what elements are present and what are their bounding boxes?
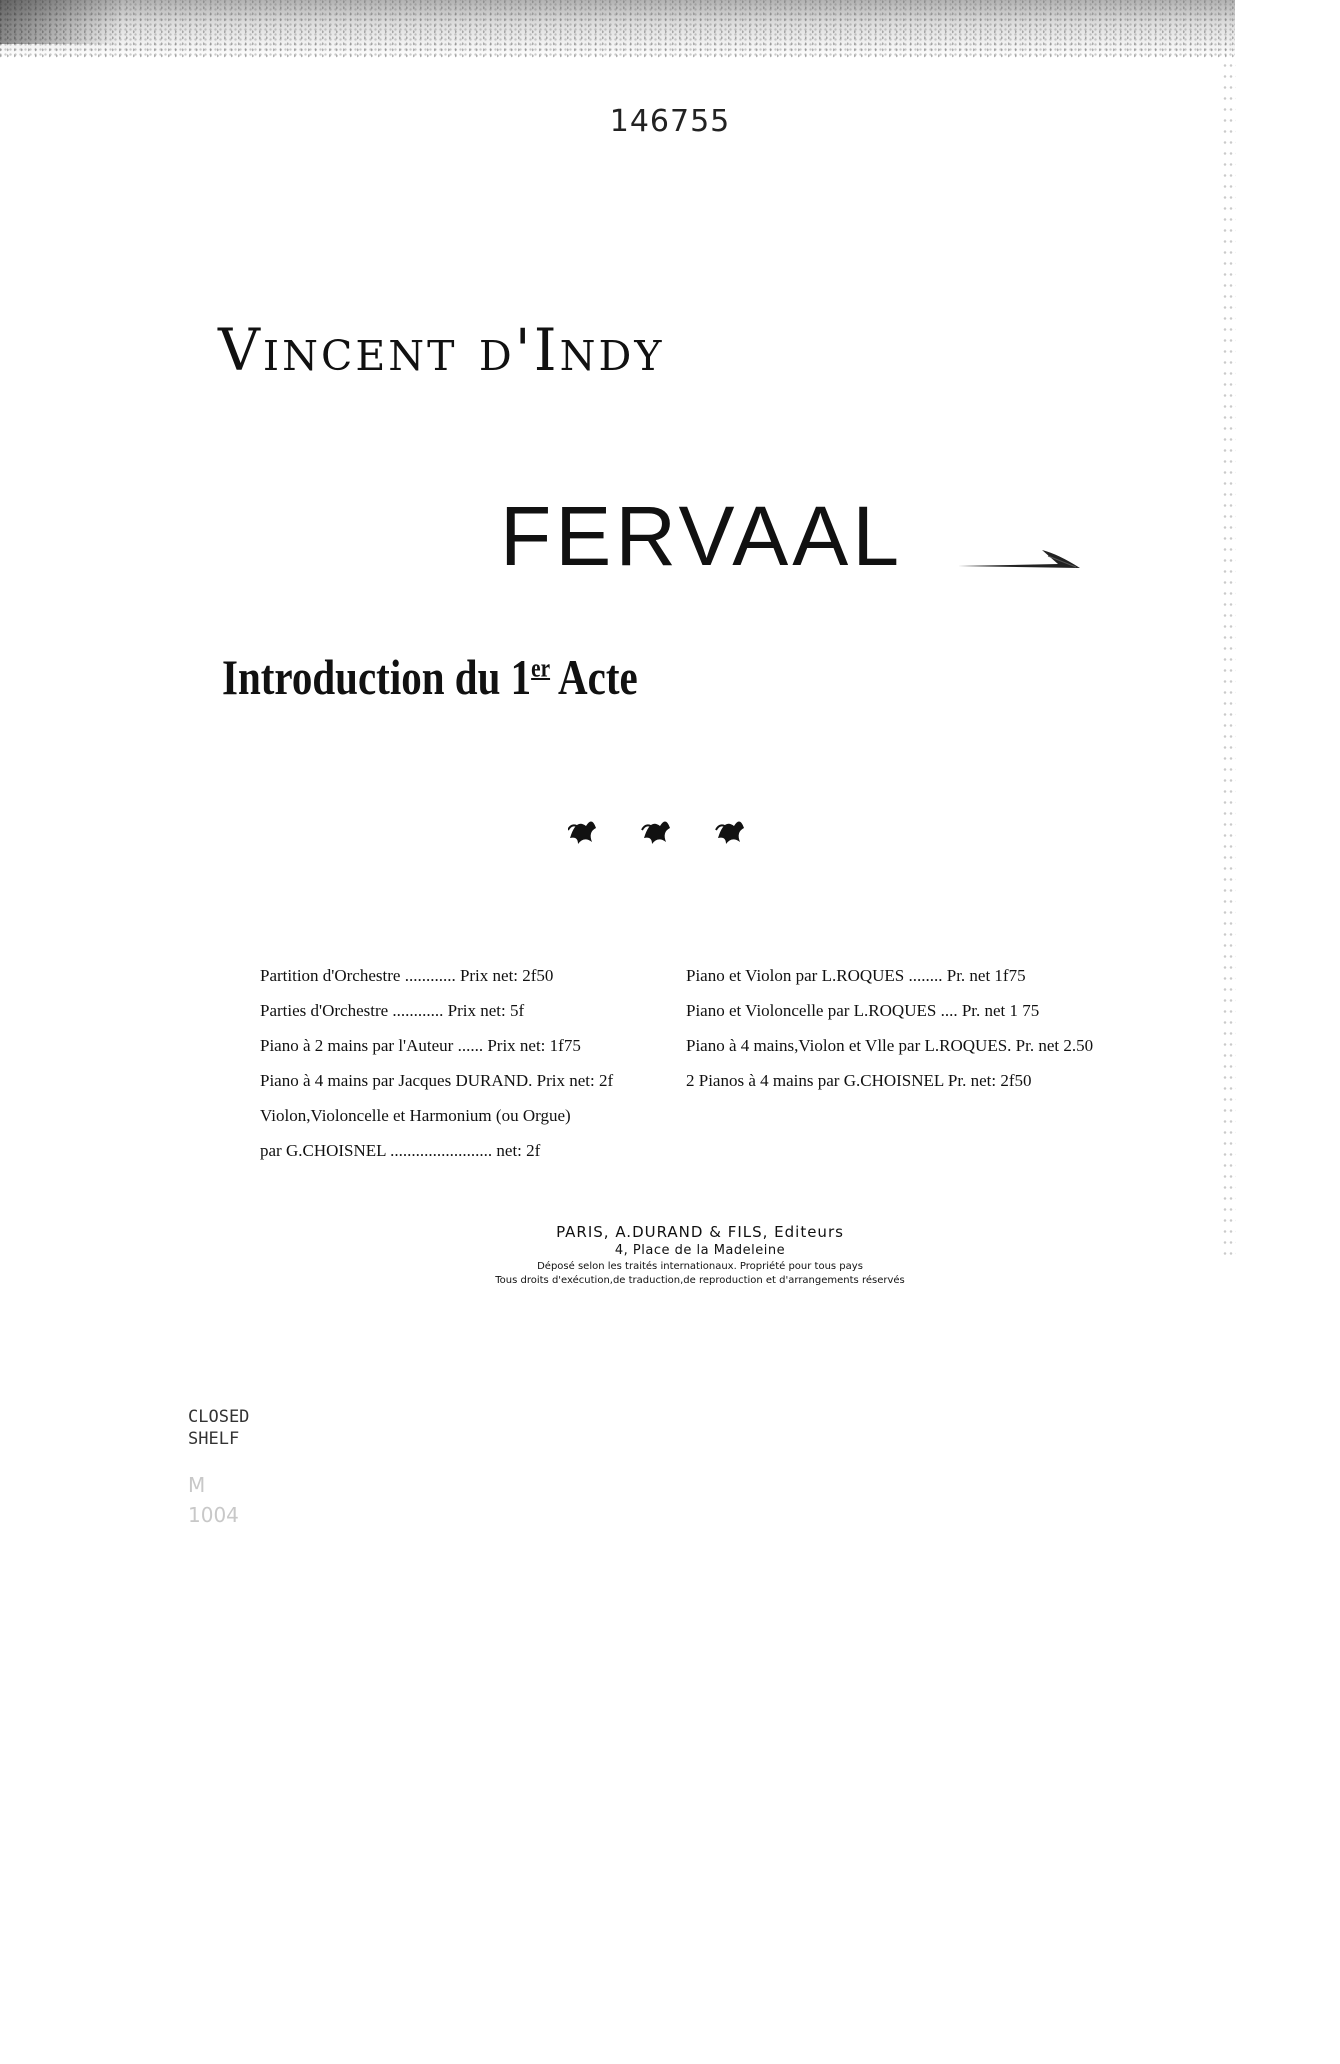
price-line: Partition d'Orchestre ............ Prix net: 2f50 xyxy=(260,966,554,985)
shelf-mark-faint xyxy=(188,1470,278,1530)
fleuron-icon xyxy=(716,821,744,844)
scan-side-speckle xyxy=(1222,60,1236,1260)
scan-corner-shadow xyxy=(0,0,120,44)
shelf-mark-line: SHELF xyxy=(188,1429,240,1449)
price-line: 2 Pianos à 4 mains par G.CHOISNEL Pr. net: 2f50 xyxy=(686,1071,1032,1090)
work-title: FERVAAL xyxy=(500,489,904,583)
price-list-left xyxy=(260,958,680,1168)
price-line: par G.CHOISNEL ........................ net: 2f xyxy=(260,1141,541,1160)
price-list-right xyxy=(686,958,1131,1098)
price-line: Parties d'Orchestre ............ Prix net: 5f xyxy=(260,1001,525,1020)
publisher-address: 4, Place de la Madeleine xyxy=(614,1243,786,1258)
composer-name: Vincent d'Indy xyxy=(218,316,665,384)
publisher-imprint xyxy=(420,1222,980,1288)
shelf-mark-line: CLOSED xyxy=(188,1407,250,1427)
scan-edge-noise xyxy=(0,0,1235,58)
subtitle-main: Introduction du 1 xyxy=(222,649,532,705)
fleuron-icon xyxy=(642,821,670,844)
title-flourish-icon xyxy=(958,546,1080,570)
fleuron-row xyxy=(568,812,768,852)
subtitle xyxy=(222,648,714,706)
catalog-number: 146755 xyxy=(609,104,731,139)
subtitle-superscript: er xyxy=(531,653,551,683)
shelf-mark-stamp xyxy=(188,1406,278,1450)
price-line: Piano à 4 mains,Violon et Vlle par L.ROQUES. Pr. net 2.50 xyxy=(686,1036,1094,1055)
fleuron-icon xyxy=(568,821,596,844)
shelf-mark-faint-line: 1004 xyxy=(188,1503,239,1527)
price-line: Piano et Violoncelle par L.ROQUES .... Pr. net 1 75 xyxy=(686,1001,1040,1020)
price-line: Piano à 4 mains par Jacques DURAND. Prix net: 2f xyxy=(260,1071,614,1090)
price-line: Violon,Violoncelle et Harmonium (ou Orgue) xyxy=(260,1106,571,1125)
shelf-mark-faint-line: M xyxy=(188,1473,206,1497)
price-line: Piano à 2 mains par l'Auteur ...... Prix net: 1f75 xyxy=(260,1036,581,1055)
subtitle-act: Acte xyxy=(550,649,638,705)
publisher-name: PARIS, A.DURAND & FILS, Editeurs xyxy=(556,1223,844,1241)
price-line: Piano et Violon par L.ROQUES ........ Pr. net 1f75 xyxy=(686,966,1026,985)
legal-notice: Déposé selon les traités internationaux. Propriété pour tous pays xyxy=(537,1261,863,1272)
rights-notice: Tous droits d'exécution,de traduction,de reproduction et d'arrangements réservés xyxy=(495,1275,905,1286)
